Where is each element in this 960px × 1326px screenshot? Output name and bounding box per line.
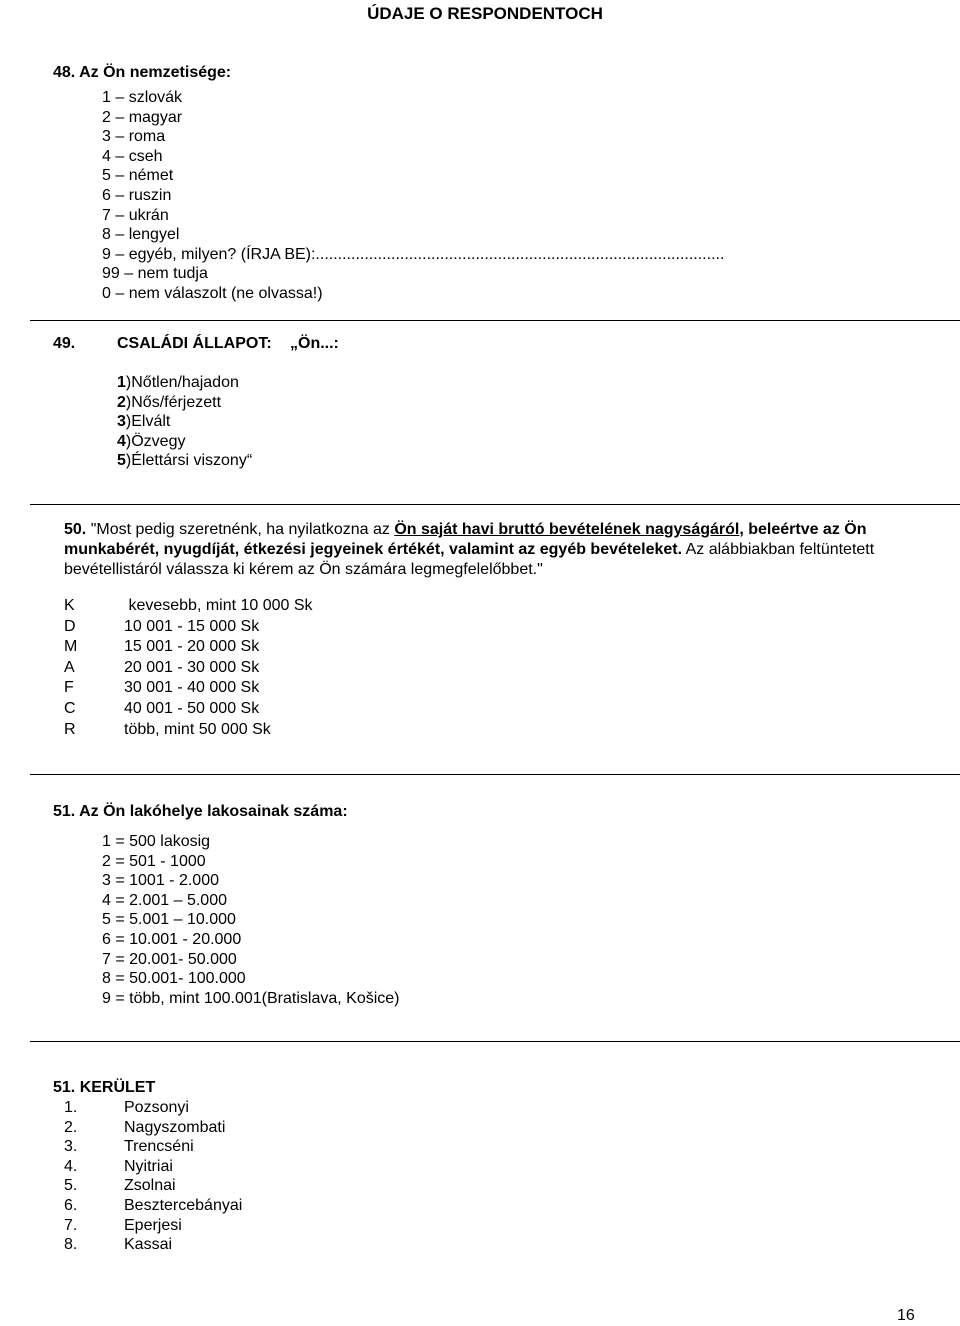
q49-option (117, 393, 252, 413)
divider (30, 320, 960, 321)
divider (30, 504, 960, 505)
q50-option (64, 678, 313, 699)
q51-heading: 51. Az Ön lakóhelye lakosainak száma: (53, 803, 348, 820)
q50-option-text: 10 001 - 15 000 Sk (124, 617, 260, 635)
q51-option: 8 = 50.001- 100.000 (102, 970, 246, 988)
kerulet-option-num: 6. (64, 1196, 78, 1214)
q50-option (64, 658, 313, 679)
kerulet-option (64, 1176, 242, 1196)
q51-option: 4 = 2.001 – 5.000 (102, 891, 227, 909)
q50-option-text: 20 001 - 30 000 Sk (124, 658, 260, 676)
q49-option-text: )Özvegy (125, 432, 186, 450)
q49-option-text: )Elvált (125, 413, 171, 431)
q48-options (102, 88, 724, 304)
q49-label: CSALÁDI ÁLLAPOT: (117, 335, 272, 352)
kerulet-option-name: Nyitriai (124, 1157, 173, 1175)
kerulet-option-name: Zsolnai (124, 1177, 176, 1195)
q50-option-text: kevesebb, mint 10 000 Sk (124, 597, 313, 614)
q51-option: 5 = 5.001 – 10.000 (102, 911, 236, 929)
q50-option-code: M (64, 638, 78, 656)
q48-option: 3 – roma (102, 128, 166, 146)
kerulet-option-name: Besztercebányai (124, 1196, 243, 1214)
kerulet-option (64, 1157, 242, 1177)
q49-option-text: )Nős/férjezett (125, 393, 222, 411)
kerulet-option (64, 1098, 242, 1118)
q48-option: 1 – szlovák (102, 89, 183, 106)
kerulet-option-name: Pozsonyi (124, 1099, 189, 1116)
q51-option: 7 = 20.001- 50.000 (102, 950, 237, 968)
q49-option-num: 2 (117, 393, 126, 411)
q48-option: 6 – ruszin (102, 186, 172, 204)
q51-option: 9 = több, mint 100.001(Bratislava, Košice) (102, 989, 400, 1007)
kerulet-option (64, 1196, 242, 1216)
q50-option (64, 637, 313, 658)
kerulet-option-num: 7. (64, 1216, 78, 1234)
q50-option (64, 720, 313, 741)
divider (30, 774, 960, 775)
q48-option: 9 – egyéb, milyen? (ÍRJA BE):............................................................................................ (102, 245, 725, 263)
q50-option (64, 596, 313, 617)
q50-option-text: 40 001 - 50 000 Sk (124, 699, 260, 717)
kerulet-option-num: 1. (64, 1099, 78, 1116)
kerulet-option-num: 4. (64, 1157, 78, 1175)
q48-option: 4 – cseh (102, 147, 163, 165)
divider (30, 1041, 960, 1042)
q49-number: 49. (53, 335, 76, 352)
kerulet-option (64, 1216, 242, 1236)
q49-option (117, 412, 252, 432)
q48-option: 7 – ukrán (102, 206, 169, 224)
q51-option: 1 = 500 lakosig (102, 833, 211, 850)
q50-plain-text: Az alábbiakban feltüntetett bevétellistáról válassza ki kérem az Ön számára legmegfelelőbbet." (64, 541, 875, 578)
q49-option-num: 3 (117, 413, 126, 431)
kerulet-option-num: 3. (64, 1138, 78, 1156)
q50-option (64, 699, 313, 720)
kerulet-option-num: 5. (64, 1177, 78, 1195)
q48-option: 99 – nem tudja (102, 265, 208, 283)
kerulet-option (64, 1118, 242, 1138)
q50-options (64, 596, 313, 740)
q50-bold-text: , beleértve az Ön munkabérét, nyugdíját, étkezési jegyeinek értékét, valamint az egyéb bevételeket. (64, 521, 867, 558)
kerulet-option-name: Nagyszombati (124, 1118, 226, 1136)
q50-option-code: D (64, 617, 76, 635)
page-number: 16 (897, 1307, 915, 1324)
q50-option-code: R (64, 720, 76, 738)
q50-option (64, 617, 313, 638)
q48-heading: 48. Az Ön nemzetisége: (53, 64, 232, 81)
q49-options (117, 373, 252, 471)
q49-prompt: „Ön...: (290, 335, 339, 352)
q50-option-text: 15 001 - 20 000 Sk (124, 638, 260, 656)
q49-option (117, 432, 252, 452)
q51-options (102, 832, 400, 1008)
q49-option-num: 4 (117, 432, 126, 450)
kerulet-option-num: 2. (64, 1118, 78, 1136)
kerulet-heading: 51. KERÜLET (53, 1079, 156, 1096)
q49-option-text: )Élettársi viszony“ (125, 452, 253, 470)
q51-option: 6 = 10.001 - 20.000 (102, 930, 242, 948)
q50-option-code: K (64, 597, 75, 614)
kerulet-option (64, 1137, 242, 1157)
q49-option (117, 373, 252, 393)
q48-option: 0 – nem válaszolt (ne olvassa!) (102, 284, 323, 302)
kerulet-option-num: 8. (64, 1236, 78, 1254)
q51-option: 2 = 501 - 1000 (102, 852, 206, 870)
q49-option-num: 5 (117, 452, 126, 470)
kerulet-options (64, 1098, 242, 1255)
q50-option-text: több, mint 50 000 Sk (124, 720, 271, 738)
q50-option-text: 30 001 - 40 000 Sk (124, 679, 260, 697)
q50-number: 50. (64, 521, 87, 538)
page-title: ÚDAJE O RESPONDENTOCH (367, 4, 603, 23)
q50-intro: "Most pedig szeretnénk, ha nyilatkozna az (86, 521, 395, 538)
kerulet-option-name: Kassai (124, 1236, 173, 1254)
q50-option-code: A (64, 658, 75, 676)
q50-question (64, 520, 944, 580)
q50-emphasis: Ön saját havi bruttó bevételének nagyságáról (394, 521, 740, 538)
kerulet-option (64, 1235, 242, 1255)
q49-option (117, 451, 252, 471)
q48-option: 2 – magyar (102, 108, 183, 126)
q50-option-code: F (64, 679, 74, 697)
q51-option: 3 = 1001 - 2.000 (102, 872, 219, 890)
q50-option-code: C (64, 699, 76, 717)
q48-option: 5 – német (102, 167, 174, 185)
q49-option-text: )Nőtlen/hajadon (125, 374, 239, 391)
kerulet-option-name: Trencséni (124, 1138, 194, 1156)
q49-option-num: 1 (117, 374, 126, 391)
kerulet-option-name: Eperjesi (124, 1216, 182, 1234)
q48-option: 8 – lengyel (102, 226, 180, 244)
